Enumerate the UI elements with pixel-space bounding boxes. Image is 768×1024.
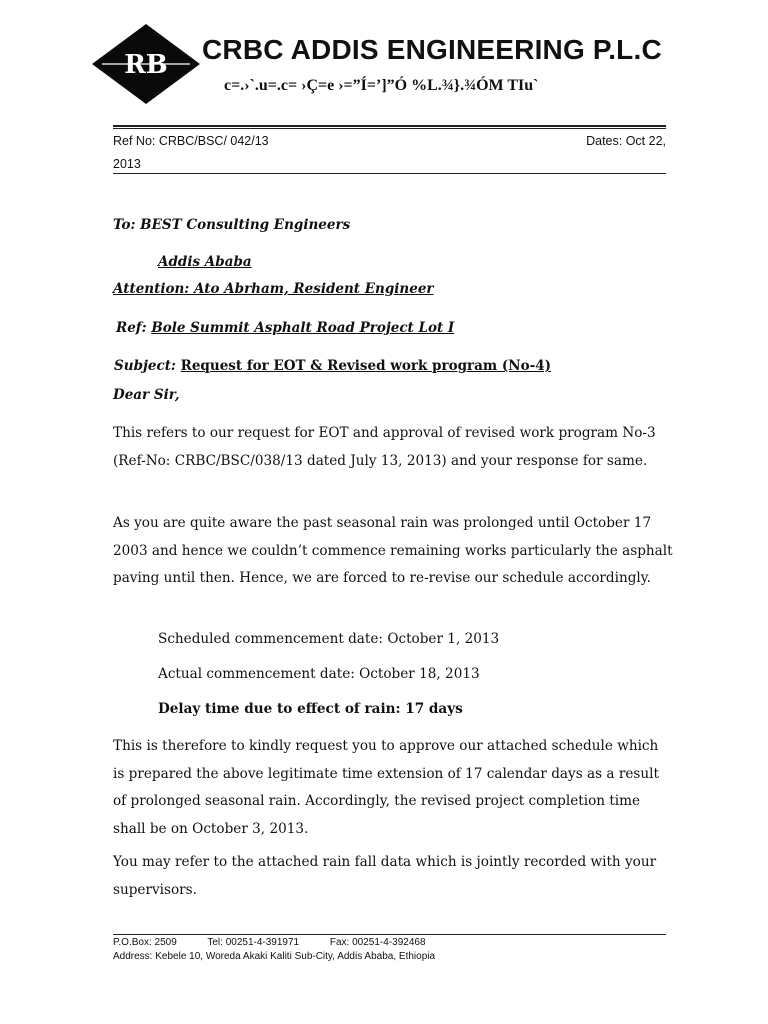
body-paragraph-2: As you are quite aware the past seasonal rain was prolonged until October 17 2003 and hence we couldn’t commence remaining works particularly the asphalt paving until then. Hence, we are forced to re-revise our schedule accordingly. <box>113 515 673 586</box>
addressee-city: Addis Ababa <box>158 254 252 270</box>
subject-line <box>114 358 551 374</box>
ref-label: Ref: <box>116 320 147 336</box>
body-paragraph-1: This refers to our request for EOT and approval of revised work program No-3 (Ref-No: CRBC/BSC/038/13 dated July 13, 2013) and your response for same. <box>113 425 656 469</box>
ref-subject-line <box>116 320 454 336</box>
actual-commencement: Actual commencement date: October 18, 2013 <box>158 666 480 682</box>
ref-number: Ref No: CRBC/BSC/ 042/13 <box>113 134 269 148</box>
footer-address: Address: Kebele 10, Woreda Akaki Kaliti Sub-City, Addis Ababa, Ethiopia <box>113 951 436 962</box>
letter-year: 2013 <box>113 157 141 171</box>
company-name: CRBC ADDIS ENGINEERING P.L.C <box>202 34 662 65</box>
footer-contacts <box>113 937 454 948</box>
attention-line: Attention: Ato Abrham, Resident Engineer <box>113 281 434 297</box>
addressee: To: BEST Consulting Engineers <box>113 217 351 233</box>
reference-rule <box>113 173 666 174</box>
footer-fax: Fax: 00251-4-392468 <box>329 937 426 948</box>
subject-text: Request for EOT & Revised work program (No-4) <box>180 358 551 374</box>
delay-time: Delay time due to effect of rain: 17 days <box>158 701 463 717</box>
header-rule-top <box>113 125 666 127</box>
company-name-amharic: c=.›`.u=.c= ›Ç=e ›=”Í=’]”Ó %L.¾}.¾ÓM TIu` <box>224 77 539 94</box>
footer-tel: Tel: 00251-4-391971 <box>207 937 300 948</box>
letter-date: Dates: Oct 22, <box>586 134 666 148</box>
footer-pobox: P.O.Box: 2509 <box>113 937 177 948</box>
salutation: Dear Sir, <box>113 387 180 403</box>
company-logo <box>90 22 202 106</box>
project-name: Bole Summit Asphalt Road Project Lot I <box>151 320 455 336</box>
logo-text: RB <box>124 50 168 80</box>
subject-label: Subject: <box>114 358 176 374</box>
body-paragraph-3: This is therefore to kindly request you to approve our attached schedule which is prepared the above legitimate time extension of 17 calendar days as a result of prolonged seasonal rain. Accordingly, the revised project completion time shall be on October 3, 2013. <box>113 738 659 837</box>
header-rule-bottom <box>113 128 666 129</box>
footer-rule <box>113 934 666 935</box>
body-paragraph-4: You may refer to the attached rain fall data which is jointly recorded with your supervisors. <box>113 854 657 898</box>
scheduled-commencement: Scheduled commencement date: October 1, 2013 <box>158 631 500 647</box>
